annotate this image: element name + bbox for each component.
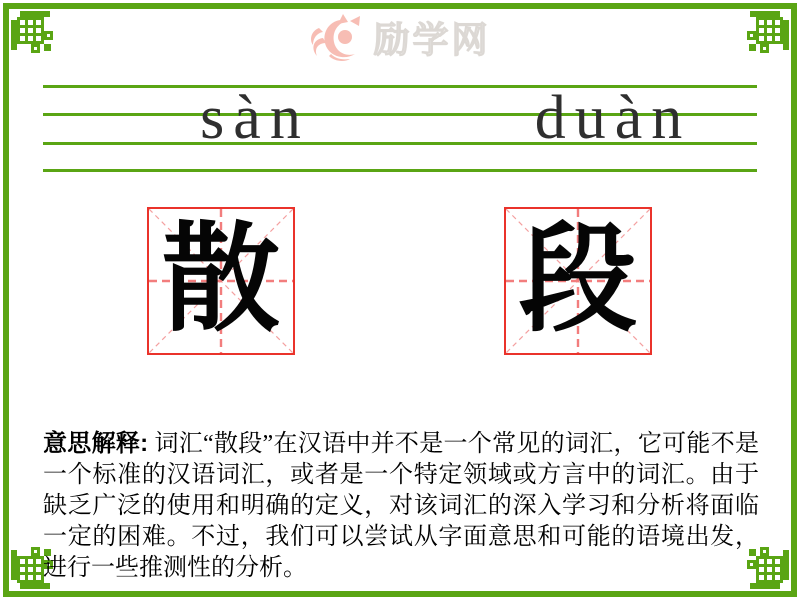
site-logo-text: 励学网 <box>373 19 491 60</box>
pinyin-word: sàn <box>200 84 310 152</box>
hanzi-practice-box <box>504 207 652 355</box>
corner-knot-ornament-icon <box>740 0 800 60</box>
frame-border-top <box>3 3 797 9</box>
frame-border-left <box>3 3 9 597</box>
hanzi-practice-box <box>147 207 295 355</box>
frame-border-right <box>791 3 797 597</box>
corner-knot-ornament-icon <box>0 0 60 60</box>
pinyin-word: duàn <box>534 84 692 152</box>
site-logo <box>0 12 800 63</box>
hanzi-character: 段 <box>518 215 637 346</box>
pinyin-ruled-line <box>43 169 757 172</box>
pinyin-grid <box>43 85 757 175</box>
hanzi-character: 散 <box>161 215 280 346</box>
explanation-label: 意思解释: <box>43 430 149 457</box>
meaning-explanation <box>43 428 759 584</box>
explanation-text: 词汇“散段”在汉语中并不是一个常见的词汇，它可能不是一个标准的汉语词汇，或者是一个特定领域或方言中的词汇。由于缺乏广泛的使用和明确的定义，对该词汇的深入学习和分析将面临一定的困难。不过，我们可以尝试从字面意思和可能的语境出发，进行一些推测性的分析。 <box>43 431 759 581</box>
frame-border-bottom <box>3 591 797 597</box>
fox-flame-logo-icon <box>309 13 369 63</box>
